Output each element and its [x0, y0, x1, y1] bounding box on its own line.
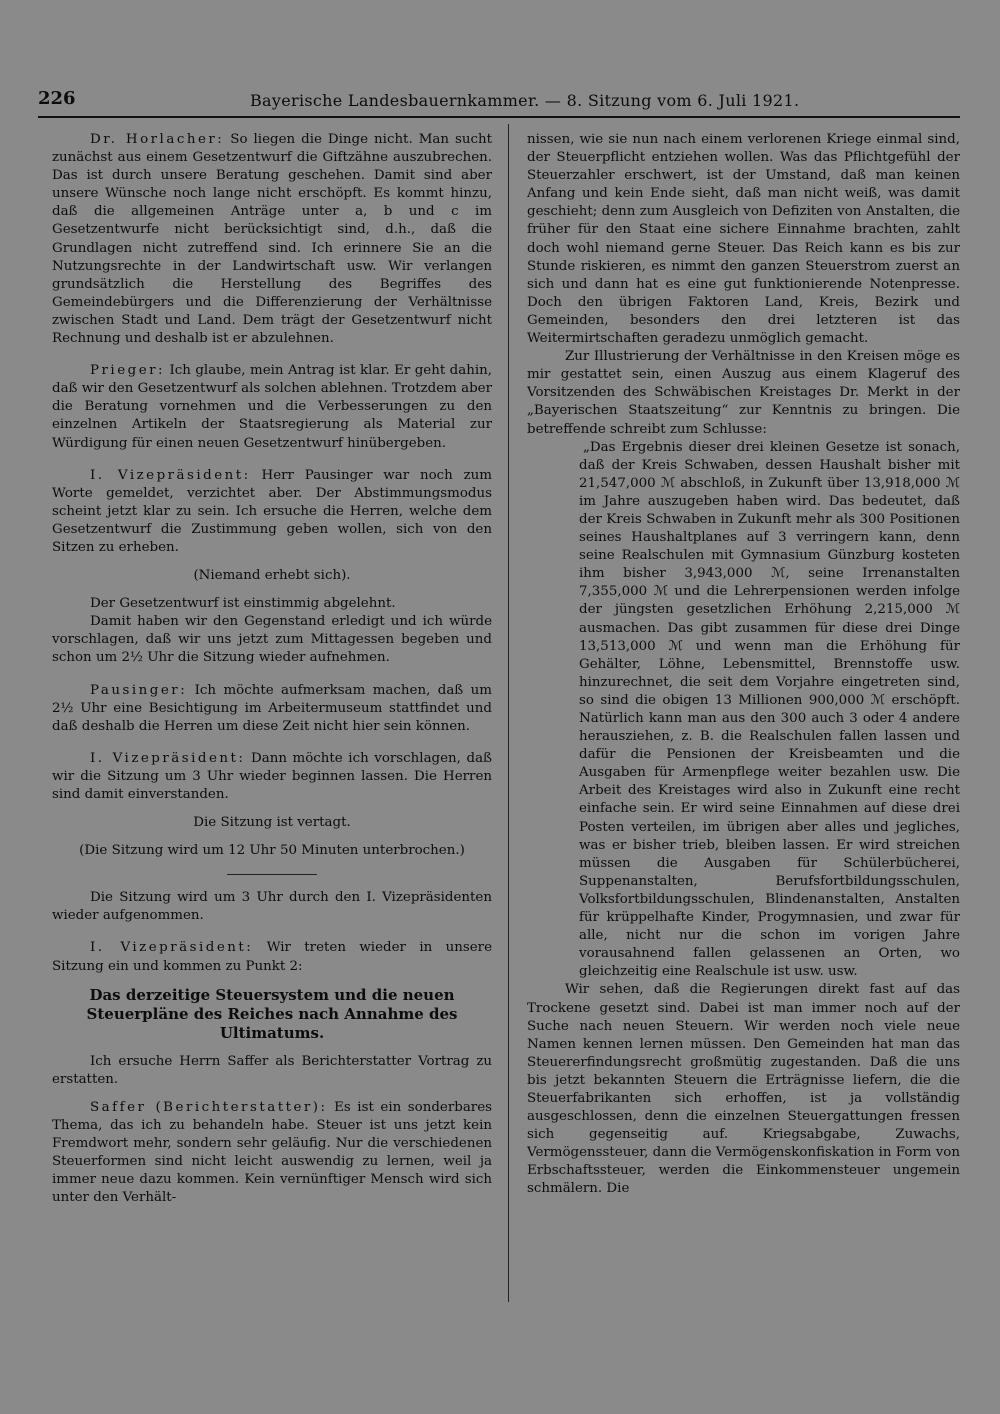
paragraph-text: Dann möchte ich vorschlagen, daß wir die Sitzung um 3 Uhr wieder beginnen lassen. Die Herren sind damit einverstanden. — [52, 750, 492, 802]
stage-direction: Die Sitzung ist vertagt. — [193, 815, 351, 831]
paragraph-text: Ich möchte aufmerksam machen, daß um 2½ Uhr eine Besichtigung im Arbeitermuseum stattfindet und daß deshalb die Herren um diese Zeit nicht hier sein können. — [52, 682, 492, 734]
speaker-name: I. Vizepräsident: — [90, 940, 254, 956]
paragraph-text: Ich glaube, mein Antrag ist klar. Er geht dahin, daß wir den Gesetzentwurf als solchen ablehnen. Trotzdem aber die Beratung vornehmen und die Verbesserungen zu den einzelnen Artikeln der Staatsregierung als Material zur Würdigung für einen neuen Gesetzentwurf hinübergeben. — [52, 363, 492, 451]
paragraph-text: Es ist ein sonderbares Thema, das ich zu behandeln habe. Steuer ist uns jetzt kein Fremdwort mehr, sondern sehr geläufig. Nur die verschiedenen Steuerformen sind nicht leicht auswendig zu lernen, weil ja immer neue dazu kommen. Kein vernünftiger Mensch wird sich unter den Verhält- — [52, 1099, 492, 1206]
paragraph: Ich ersuche Herrn Saffer als Berichterstatter Vortrag zu erstatten. — [52, 1053, 492, 1087]
running-head: Bayerische Landesbauernkammer. — 8. Sitzung vom 6. Juli 1921. — [250, 91, 800, 110]
paragraph — [52, 131, 492, 348]
block-quote — [527, 439, 960, 982]
paragraph-text: So liegen die Dinge nicht. Man sucht zunächst aus einem Gesetzentwurf die Giftzähne auszubrechen. Das ist durch unsere Beratung geschehen. Damit sind aber unsere Wünsche noch lange nicht erschöpft. Es kommt hinzu, daß die allgemeinen Anträge unter a, b und c im Gesetzentwurfe nicht berücksichtigt sind, d.h., daß die Grundlagen nicht zutreffend sind. Ich erinnere Sie an die Nutzungsrechte in der Landwirtschaft usw. Wir verlangen grundsätzlich die Herstellung des Begriffes des Gemeindebürgers und die Differenzierung der Verhältnisse zwischen Stadt und Land. Dem trägt der Gesetzentwurf nicht Rechnung und deshalb ist er abzulehnen. — [52, 132, 493, 347]
page-number: 226 — [38, 88, 76, 109]
speaker-name: Prieger: — [90, 363, 166, 379]
column-divider — [508, 124, 509, 1302]
stage-direction: (Niemand erhebt sich). — [193, 568, 351, 584]
paragraph: Die Sitzung wird um 3 Uhr durch den I. Vizepräsidenten wieder aufgenommen. — [52, 890, 492, 924]
paragraph: Der Gesetzentwurf ist einstimmig abgelehnt. — [90, 596, 396, 612]
paragraph — [52, 1099, 492, 1208]
speaker-name: I. Vizepräsident: — [90, 467, 251, 483]
section-title: Das derzeitige Steuersystem und die neuen Steuerpläne des Reiches nach Annahme des Ultimatums. — [86, 985, 458, 1042]
left-column — [52, 131, 492, 1207]
stage-direction: (Die Sitzung wird um 12 Uhr 50 Minuten unterbrochen.) — [79, 843, 465, 859]
paragraph: Wir sehen, daß die Regierungen direkt fast auf das Trockene gesetzt sind. Dabei ist man immer noch auf der Suche nach neuen Steuern. Wir werden noch viele neue Namen kennen lernen müssen. Den Gemeinden hat man das Steuererfindungsrecht großmütig zugestanden. Daß die uns bis jetzt bekannten Steuern die Erträgnisse liefern, die die Steuerfabrikanten sich erhoffen, ist ja vollständig ausgeschlossen, denn die einzelnen Steuergattungen fressen sich gegenseitig auf. Kriegsabgabe, Zuwachs, Vermögenssteuer, dann die Vermögenskonfiskation in Form von Erbschaftssteuer, werden die Einkommensteuer ungemein schmälern. Die — [527, 982, 960, 1197]
paragraph: Damit haben wir den Gegenstand erledigt und ich würde vorschlagen, daß wir uns jetzt zum Mittagessen begeben und schon um 2½ Uhr die Sitzung wieder aufnehmen. — [52, 614, 492, 666]
quote-text: „Das Ergebnis dieser drei kleinen Gesetze ist sonach, daß der Kreis Schwaben, dessen Haushalt bisher mit 21,547,000 ℳ abschloß, in Zukunft über 13,918,000 ℳ im Jahre auszugeben haben wird. Das bedeutet, daß der Kreis Schwaben in Zukunft mehr als 300 Positionen seines Haushaltplanes auf 3 verringern kann, denn seine Realschulen mit Gymnasium Günzburg kosteten ihm bisher 3,943,000 ℳ, seine Irrenanstalten 7,355,000 ℳ und die Lehrerpensionen werden infolge der jüngsten gesetzlichen Erhöhung 2,215,000 ℳ ausmachen. Das gibt zusammen für diese drei Dinge 13,513,000 ℳ und wenn man die Erhöhung für Gehälter, Löhne, Lebensmittel, Brennstoffe usw. hinzurechnet, die seit dem Vorjahre eingetreten sind, so sind die obigen 13 Millionen 900,000 ℳ erschöpft. Natürlich kann man aus den 300 auch 3 oder 4 andere herausziehen, z. B. die Realschulen fallen lassen und dafür die Pensionen der Kreisbeamten und die Ausgaben für Armenpflege weiter bezahlen usw. Die Arbeit des Kreistages wird also in Zukunft eine recht einfache sein. Er wird seine Einnahmen auf diese drei Posten verteilen, im übrigen aber alles und jegliches, was er bisher trieb, bleiben lassen. Er wird streichen müssen die Ausgaben für Schülerbücherei, Suppenanstalten, Berufsfortbildungsschulen, Volksfortbildungsschulen, Blindenanstalten, Anstalten für krüppelhafte Kinder, Progymnasien, und zwar für alle, nicht nur die schon im vorigen Jahre vorausahnend fallen gelassenen an Orten, wo gleichzeitig eine Realschule ist usw. usw. — [579, 439, 960, 980]
paragraph — [52, 467, 492, 557]
paragraph-text: Herr Pausinger war noch zum Worte gemeldet, verzichtet aber. Der Abstimmungsmodus scheint jetzt klar zu sein. Ich ersuche die Herren, welche dem Gesetzentwurf die Zustimmung geben wollen, sich von den Sitzen zu erheben. — [52, 467, 493, 555]
paragraph-text: Wir treten wieder in unsere Sitzung ein und kommen zu Punkt 2: — [52, 940, 492, 974]
paragraph — [52, 750, 492, 804]
paragraph — [52, 939, 492, 975]
header-rule — [38, 116, 960, 118]
speaker-name: Dr. Horlacher: — [90, 132, 225, 147]
paragraph: nissen, wie sie nun nach einem verlorenen Kriege einmal sind, der Steuerpflicht entziehen wollen. Was das Pflichtgefühl der Steuerzahler erschwert, ist der Umstand, daß man keinen Anfang und kein Ende sieht, daß man nicht weiß, was damit geschieht; denn zum Ausgleich von Defiziten von Anstalten, die früher für den Staat eine sichere Einnahme brachten, zahlt doch wohl niemand gerne Steuer. Das Reich kann es bis zur Stunde riskieren, es nimmt den ganzen Steuerstrom zuerst an sich und dann hat es eine gut funktionierende Notenpresse. Doch den übrigen Faktoren Land, Kreis, Bezirk und Gemeinden, besonders den drei letzteren ist das Weitermirtschaften geradezu unmöglich gemacht. — [527, 132, 960, 347]
right-column — [527, 131, 960, 1199]
paragraph: Zur Illustrierung der Verhältnisse in den Kreisen möge es mir gestattet sein, einen Auszug aus einem Klageruf des Vorsitzenden des Schwäbischen Kreistages Dr. Merkt in der „Bayerischen Staatszeitung“ zur Kenntnis zu bringen. Die betreffende schreibt zum Schlusse: — [527, 349, 960, 437]
paragraph — [52, 362, 492, 452]
speaker-name: Saffer (Berichterstatter): — [90, 1099, 328, 1115]
paragraph — [52, 682, 492, 736]
speaker-name: I. Vizepräsident: — [90, 750, 246, 766]
speaker-name: Pausinger: — [90, 682, 188, 698]
